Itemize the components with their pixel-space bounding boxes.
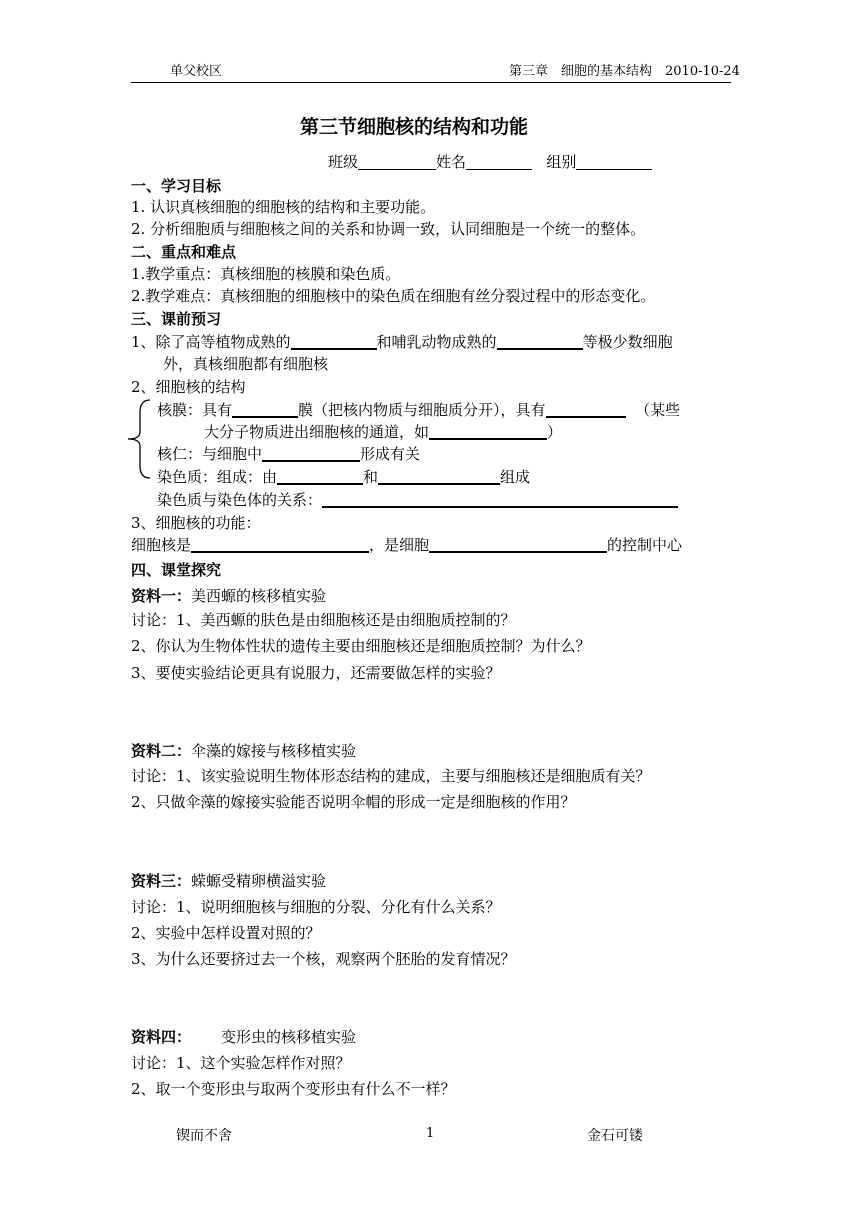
- material-3-heading: [131, 871, 326, 891]
- nucleolus-text-b: 形成有关: [360, 445, 421, 463]
- question-1-text-c: 等极少数细胞: [582, 333, 673, 351]
- chromatin-line: [157, 467, 530, 487]
- section-4-title: 四、课堂探究: [131, 561, 222, 579]
- brace-icon: [124, 398, 154, 480]
- chromatin-text-c: 组成: [500, 468, 531, 486]
- page-number: 1: [426, 1126, 435, 1141]
- function-blank-2[interactable]: [429, 535, 607, 553]
- material-2-label: 资料二：: [131, 742, 192, 760]
- membrane-blank-1[interactable]: [232, 400, 298, 418]
- material-3-q2: 2、实验中怎样设置对照的？: [131, 924, 321, 942]
- material-2-heading: [131, 741, 356, 761]
- material-1-q3: 3、要使实验结论更具有说服力，还需要做怎样的实验？: [131, 664, 501, 682]
- nucleolus-line: [157, 444, 420, 464]
- name-blank[interactable]: [466, 153, 532, 170]
- function-text-c: 的控制中心: [607, 536, 683, 554]
- question-3-title: 3、细胞核的功能：: [131, 514, 261, 532]
- key-point: 1.教学重点：真核细胞的核膜和染色质。: [131, 265, 401, 283]
- section-2-title: 二、重点和难点: [131, 243, 237, 261]
- chromatin-text-b: 和: [363, 468, 379, 486]
- function-text-b: ，是细胞: [369, 536, 430, 554]
- function-blank-1[interactable]: [191, 535, 369, 553]
- material-4-label: 资料四：: [131, 1028, 192, 1046]
- header-rule: [131, 82, 731, 83]
- group-label: 组别: [546, 153, 577, 171]
- material-4-q1: 讨论：1、这个实验怎样作对照？: [131, 1054, 351, 1072]
- header-right: 第三章 细胞的基本结构 2010-10-24: [509, 64, 740, 79]
- material-3-label: 资料三：: [131, 872, 192, 890]
- membrane-blank-3[interactable]: [429, 422, 547, 440]
- footer-right-motto: 金石可镂: [587, 1128, 643, 1144]
- relation-text: 染色质与染色体的关系：: [157, 491, 323, 509]
- question-1-line: [131, 332, 673, 352]
- membrane-text-d: 大分子物质进出细胞核的通道，如: [204, 423, 430, 441]
- class-blank[interactable]: [358, 153, 436, 170]
- material-4-heading: [131, 1027, 356, 1047]
- membrane-blank-2[interactable]: [546, 400, 626, 418]
- chromatin-text-a: 染色质：组成：由: [157, 468, 278, 486]
- membrane-text-b: 膜（把核内物质与细胞质分开），具有: [298, 401, 546, 419]
- section-3-title: 三、课前预习: [131, 310, 222, 328]
- material-2-q2: 2、只做伞藻的嫁接实验能否说明伞帽的形成一定是细胞核的作用？: [131, 793, 576, 811]
- function-text-a: 细胞核是: [131, 536, 192, 554]
- group-blank[interactable]: [576, 153, 652, 170]
- chromatin-blank-2[interactable]: [378, 467, 500, 485]
- q1-blank-1[interactable]: [291, 332, 377, 350]
- nucleolus-blank[interactable]: [262, 444, 360, 462]
- page-title: 第三节细胞核的结构和功能: [300, 116, 529, 138]
- function-line: [131, 535, 682, 555]
- q1-blank-2[interactable]: [497, 332, 583, 350]
- objective-2: 2. 分析细胞质与细胞核之间的关系和协调一致，认同细胞是一个统一的整体。: [131, 220, 646, 238]
- class-label: 班级: [328, 153, 359, 171]
- material-3-q3: 3、为什么还要挤过去一个核，观察两个胚胎的发育情况？: [131, 950, 516, 968]
- info-line: [328, 152, 652, 172]
- membrane-text-a: 核膜：具有: [157, 401, 233, 419]
- material-2-q1: 讨论：1、该实验说明生物体形态结构的建成，主要与细胞核还是细胞质有关？: [131, 767, 651, 785]
- material-3-q1: 讨论：1、说明细胞核与细胞的分裂、分化有什么关系？: [131, 898, 501, 916]
- material-1-label: 资料一：: [131, 587, 192, 605]
- membrane-line: [157, 400, 680, 420]
- chromatin-blank-1[interactable]: [277, 467, 363, 485]
- material-2-title: 伞藻的嫁接与核移植实验: [191, 742, 357, 760]
- material-3-title: 蝾螈受精卵横溢实验: [191, 872, 327, 890]
- relation-blank[interactable]: [322, 490, 678, 508]
- question-1-text-b: 和哺乳动物成熟的: [376, 333, 497, 351]
- material-1-q1: 讨论：1、美西螈的肤色是由细胞核还是由细胞质控制的？: [131, 611, 516, 629]
- section-1-title: 一、学习目标: [131, 177, 222, 195]
- header-left: 单父校区: [170, 64, 223, 79]
- footer-left-motto: 锲而不舍: [176, 1128, 232, 1144]
- objective-1: 1. 认识真核细胞的细胞核的结构和主要功能。: [131, 198, 436, 216]
- membrane-text-e: ）: [547, 423, 563, 441]
- material-4-title: 变形虫的核移植实验: [221, 1028, 357, 1046]
- relation-line: [157, 490, 678, 510]
- question-1-text-a: 1、除了高等植物成熟的: [131, 333, 291, 351]
- membrane-line-2: [204, 422, 562, 442]
- difficult-point: 2.教学难点：真核细胞的细胞核中的染色质在细胞有丝分裂过程中的形态变化。: [131, 287, 656, 305]
- question-2-title: 2、细胞核的结构: [131, 378, 246, 396]
- material-1-heading: [131, 586, 326, 606]
- name-label: 姓名: [436, 153, 467, 171]
- question-1-continuation: 外，真核细胞都有细胞核: [163, 355, 329, 373]
- material-1-title: 美西螈的核移植实验: [191, 587, 327, 605]
- material-4-q2: 2、取一个变形虫与取两个变形虫有什么不一样？: [131, 1080, 456, 1098]
- material-1-q2: 2、你认为生物体性状的遗传主要由细胞核还是细胞质控制？为什么？: [131, 637, 591, 655]
- membrane-text-c: （某些: [635, 401, 681, 419]
- nucleolus-text-a: 核仁：与细胞中: [157, 445, 263, 463]
